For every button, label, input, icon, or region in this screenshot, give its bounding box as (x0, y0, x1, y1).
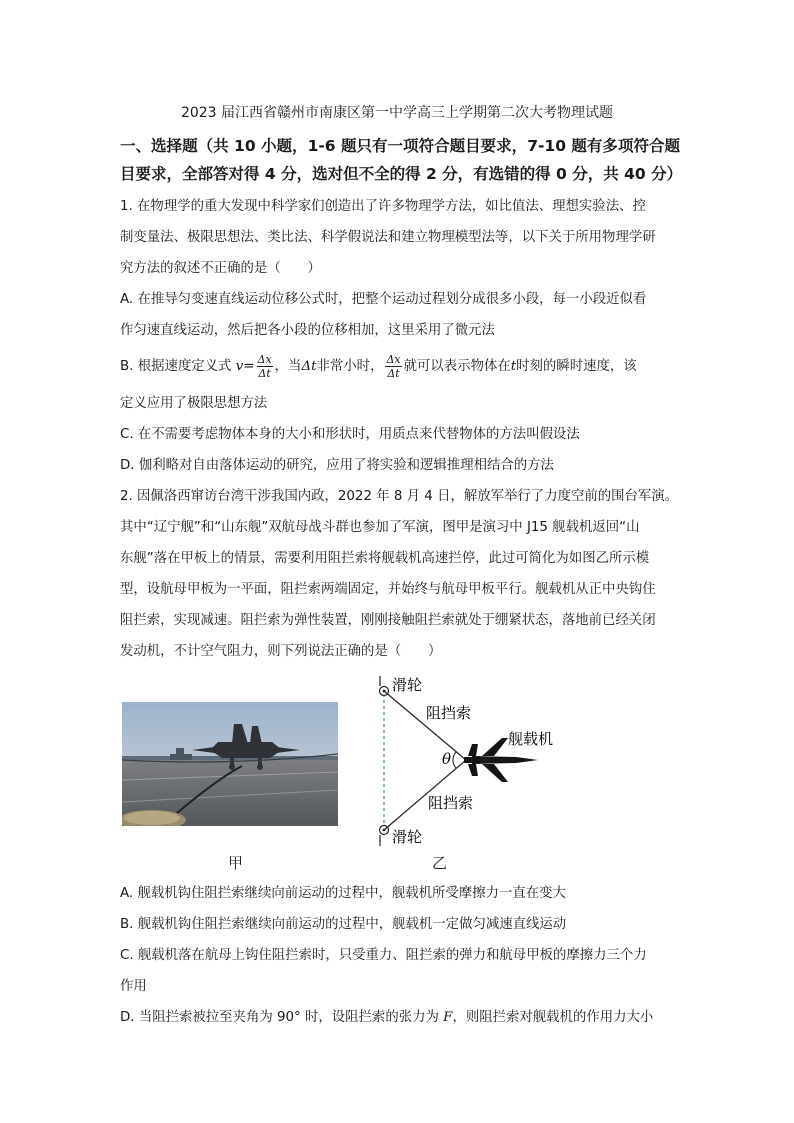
q2-option-a: A. 舰载机钩住阻拦索继续向前运动的过程中，舰载机所受摩擦力一直在变大 (120, 886, 566, 901)
section-header-line-2: 目要求，全部答对得 4 分，选对但不全的得 2 分，有选错的得 0 分，共 40 分） (120, 165, 683, 183)
q2-stem-line-3: 东舰”落在甲板上的情景，需要利用阻拦索将舰载机高速拦停，此过可简化为如图乙所示模 (120, 551, 650, 566)
q2-stem-line-5: 阻拦索，实现减速。阻拦索为弹性装置，刚刚接触阻拦索就处于绷紧状态，落地前已经关闭 (120, 613, 656, 628)
figure-caption-b: 乙 (432, 854, 448, 872)
label-angle-theta: θ (442, 750, 452, 768)
q1-option-b-line-2: 定义应用了极限思想方法 (120, 396, 268, 411)
ratio-fraction: $\frac{\Delta x}{\Delta t}$ (386, 352, 401, 380)
q1-option-a-line-1: A. 在推导匀变速直线运动位移公式时，把整个运动过程划分成很多小段，每一小段近似看 (120, 292, 647, 307)
label-aircraft: 舰载机 (508, 730, 554, 748)
cable-top-line (384, 691, 466, 760)
q1-stem-line-1: 1. 在物理学的重大发现中科学家们创造出了许多物理学方法，如比值法、理想实验法、控 (120, 199, 646, 214)
label-cable-top: 阻挡索 (426, 704, 472, 722)
q1-stem-line-2: 制变量法、极限思想法、类比法、科学假说法和建立物理模型法等，以下关于所用物理学研 (120, 230, 656, 245)
q1-option-c: C. 在不需要考虑物体本身的大小和形状时，用质点来代替物体的方法叫假设法 (120, 427, 580, 442)
q1-option-a-line-2: 作匀速直线运动，然后把各小段的位移相加，这里采用了微元法 (120, 323, 495, 338)
q2-option-d: D. 当阻拦索被拉至夹角为 90° 时，设阻拦索的张力为 F，则阻拦索对舰载机的作用力大小 (120, 1010, 654, 1025)
q2-stem-line-4: 型，设航母甲板为一平面，阻拦索两端固定，并始终与航母甲板平行。舰载机从正中央钩住 (120, 582, 656, 597)
label-pulley-top: 滑轮 (392, 676, 423, 694)
q2-option-b: B. 舰载机钩住阻拦索继续向前运动的过程中，舰载机一定做匀减速直线运动 (120, 917, 567, 932)
section-header-line-1: 一、选择题（共 10 小题，1-6 题只有一项符合题目要求，7-10 题有多项符合题 (120, 137, 680, 155)
arresting-cable-diagram (368, 672, 588, 852)
q2-option-c-line-2: 作用 (120, 979, 147, 994)
exam-title: 2023 届江西省赣州市南康区第一中学高三上学期第二次大考物理试题 (180, 105, 614, 121)
label-cable-bottom: 阻挡索 (428, 794, 474, 812)
carrier-landing-photo (122, 702, 338, 826)
angle-arc (453, 752, 456, 768)
q2-option-c-line-1: C. 舰载机落在航母上钩住阻拦索时，只受重力、阻拦索的弹力和航母甲板的摩擦力三个力 (120, 948, 647, 963)
label-pulley-bottom: 滑轮 (392, 828, 423, 846)
velocity-fraction: $\frac{\Delta x}{\Delta t}$ (257, 352, 272, 380)
q2-stem-line-1: 2. 因佩洛西窜访台湾干涉我国内政，2022 年 8 月 4 日，解放军举行了力度空前的围台军演。 (120, 489, 679, 504)
q1-stem-line-3: 究方法的叙述不正确的是（ ） (120, 261, 321, 276)
q2-stem-line-6: 发动机，不计空气阻力，则下列说法正确的是（ ） (120, 644, 442, 659)
q1-option-d: D. 伽利略对自由落体运动的研究，应用了将实验和逻辑推理相结合的方法 (120, 458, 554, 473)
q1-option-b-line-1: B. 根据速度定义式 v= $\frac{\Delta x}{\Delta t}$ ，当Δt非常小时， $\frac{\Delta x}{\Delta t}$ 就可以表示物体在t时刻的瞬时速度，该 (120, 352, 637, 380)
figure-caption-a: 甲 (228, 854, 244, 872)
q2-stem-line-2: 其中“辽宁舰”和“山东舰”双航母战斗群也参加了军演，图甲是演习中 J15 舰载机返回“山 (120, 520, 640, 535)
